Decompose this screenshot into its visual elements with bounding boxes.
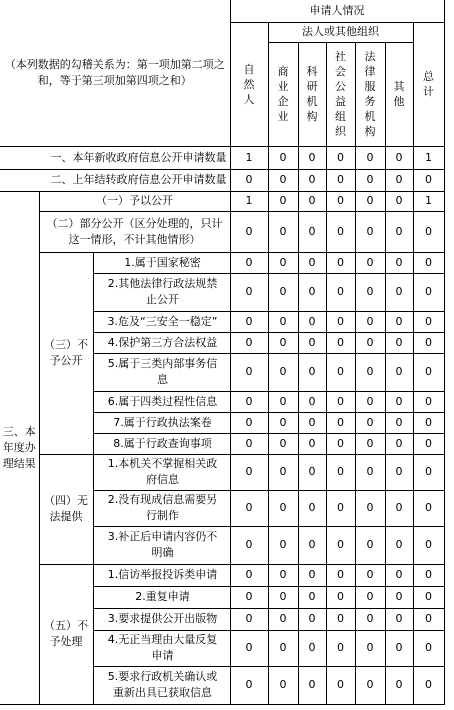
group-not-disclosed — [39, 252, 93, 454]
group-not-processed-item-value: 0 — [413, 630, 444, 666]
group-not-disclosed-item-value: 0 — [385, 332, 413, 353]
group-not-disclosed-item-value: 0 — [268, 353, 298, 391]
row-new-applications-value: 0 — [268, 146, 298, 169]
group-not-disclosed-item-value: 0 — [230, 252, 268, 273]
group-not-disclosed-item-value: 0 — [413, 332, 444, 353]
group-not-processed-item-value: 0 — [268, 564, 298, 586]
col-research — [298, 42, 326, 146]
group-cannot-provide-label: （四）无法提供 — [44, 494, 88, 523]
group-not-disclosed-item-value: 0 — [298, 391, 326, 412]
list-item: 5.属于三类内部事务信息 — [93, 353, 230, 391]
group-not-disclosed-item-value: 0 — [268, 391, 298, 412]
group-not-disclosed-item-value: 0 — [355, 433, 385, 454]
group-not-processed-item-value: 0 — [298, 666, 326, 704]
header-note: （本列数据的勾稽关系为：第一项加第二项之和，等于第三项加第四项之和） — [4, 57, 225, 87]
group-not-disclosed-item-value: 0 — [326, 252, 355, 273]
group-not-disclosed-item-value: 0 — [298, 252, 326, 273]
group-not-processed-item-value: 0 — [413, 586, 444, 608]
row-carried-over-value: 0 — [326, 169, 355, 191]
group-cannot-provide-item-value: 0 — [230, 454, 268, 490]
table-row — [0, 169, 444, 191]
group-not-processed-item-value: 0 — [385, 608, 413, 630]
group-not-disclosed-item-value: 0 — [230, 311, 268, 332]
group-cannot-provide-item-value: 0 — [298, 490, 326, 526]
group-not-disclosed-item-value: 0 — [268, 412, 298, 433]
section-processing-results-label: 三、本年度办理结果 — [2, 424, 36, 470]
row-partially-disclosed-value: 0 — [413, 211, 444, 252]
group-not-processed-item-value: 0 — [355, 630, 385, 666]
group-cannot-provide-item-value: 0 — [326, 526, 355, 564]
group-not-disclosed-item-value: 0 — [413, 433, 444, 454]
list-item: 2.重复申请 — [93, 586, 230, 608]
group-not-processed-item-value: 0 — [355, 608, 385, 630]
section-processing-results — [0, 191, 39, 704]
group-cannot-provide-item-value: 0 — [298, 454, 326, 490]
group-not-processed-item-value: 0 — [230, 666, 268, 704]
col-total-label: 总计 — [423, 70, 435, 98]
group-cannot-provide-item-value: 0 — [268, 526, 298, 564]
group-cannot-provide-item-value: 0 — [413, 526, 444, 564]
group-not-processed-item-value: 0 — [385, 666, 413, 704]
col-natural-person-label: 自然人 — [243, 62, 255, 106]
row-partially-disclosed-value: 0 — [298, 211, 326, 252]
col-other-label: 其他 — [393, 80, 405, 108]
group-not-processed-label: （五）不予处理 — [44, 619, 88, 648]
group-not-disclosed-item-value: 0 — [355, 311, 385, 332]
group-not-disclosed-item-value: 0 — [385, 433, 413, 454]
col-legal-service-label: 法律服务机构 — [364, 50, 376, 138]
group-not-disclosed-item-value: 0 — [326, 311, 355, 332]
group-not-processed-item-value: 0 — [326, 630, 355, 666]
group-not-disclosed-item-value: 0 — [413, 311, 444, 332]
list-item: 3.补正后申请内容仍不明确 — [93, 526, 230, 564]
row-carried-over-value: 0 — [230, 169, 268, 191]
group-not-processed-item-value: 0 — [326, 586, 355, 608]
group-not-disclosed-item-value: 0 — [385, 412, 413, 433]
group-not-disclosed-item-value: 0 — [230, 332, 268, 353]
group-not-disclosed-item-value: 0 — [326, 353, 355, 391]
list-item: 6.属于四类过程性信息 — [93, 391, 230, 412]
group-not-processed-item-value: 0 — [413, 608, 444, 630]
group-not-disclosed-item-value: 0 — [326, 332, 355, 353]
group-not-disclosed-item-value: 0 — [413, 391, 444, 412]
row-disclosed-value: 0 — [355, 191, 385, 211]
group-not-processed-item-value: 0 — [298, 630, 326, 666]
row-partially-disclosed-value: 0 — [355, 211, 385, 252]
group-not-processed-item-value: 0 — [230, 564, 268, 586]
group-not-disclosed-item-value: 0 — [355, 391, 385, 412]
group-not-disclosed-item-value: 0 — [385, 311, 413, 332]
group-not-disclosed-item-value: 0 — [385, 252, 413, 273]
group-not-disclosed-item-value: 0 — [268, 332, 298, 353]
group-not-disclosed-item-value: 0 — [413, 412, 444, 433]
group-not-processed-item-value: 0 — [413, 666, 444, 704]
group-cannot-provide-item-value: 0 — [385, 526, 413, 564]
row-carried-over-value: 0 — [355, 169, 385, 191]
group-cannot-provide-item-value: 0 — [385, 454, 413, 490]
group-not-processed-item-value: 0 — [230, 630, 268, 666]
group-not-processed-item-value: 0 — [326, 564, 355, 586]
group-cannot-provide-item-value: 0 — [298, 526, 326, 564]
group-cannot-provide-item-value: 0 — [326, 454, 355, 490]
row-disclosed-value: 0 — [298, 191, 326, 211]
table-row — [0, 191, 444, 211]
row-disclosed-label: （一）予以公开 — [39, 191, 230, 211]
group-not-disclosed-item-value: 0 — [230, 412, 268, 433]
group-not-processed-item-value: 0 — [385, 564, 413, 586]
group-cannot-provide-item-value: 0 — [355, 490, 385, 526]
group-not-disclosed-item-value: 0 — [413, 273, 444, 311]
row-carried-over-label: 二、上年结转政府信息公开申请数量 — [0, 169, 230, 191]
row-new-applications-value: 0 — [355, 146, 385, 169]
group-not-disclosed-item-value: 0 — [268, 311, 298, 332]
group-not-disclosed-item-value: 0 — [413, 353, 444, 391]
list-item: 3.要求提供公开出版物 — [93, 608, 230, 630]
row-partially-disclosed-value: 0 — [230, 211, 268, 252]
row-new-applications-value: 0 — [385, 146, 413, 169]
group-not-disclosed-item-value: 0 — [230, 391, 268, 412]
row-carried-over-value: 0 — [268, 169, 298, 191]
row-disclosed-value: 1 — [230, 191, 268, 211]
table-row — [0, 146, 444, 169]
group-not-disclosed-item-value: 0 — [230, 433, 268, 454]
group-not-disclosed-item-value: 0 — [385, 353, 413, 391]
group-not-disclosed-item-value: 0 — [230, 353, 268, 391]
list-item: 2.没有现成信息需要另行制作 — [93, 490, 230, 526]
header-note-cell — [0, 0, 230, 146]
group-not-processed-item-value: 0 — [268, 630, 298, 666]
group-not-disclosed-item-value: 0 — [230, 273, 268, 311]
group-not-disclosed-item-value: 0 — [298, 273, 326, 311]
table-row — [0, 252, 444, 273]
group-cannot-provide-item-value: 0 — [385, 490, 413, 526]
group-not-disclosed-item-value: 0 — [298, 433, 326, 454]
group-not-disclosed-item-value: 0 — [355, 273, 385, 311]
group-not-processed-item-value: 0 — [298, 586, 326, 608]
row-new-applications-value: 1 — [413, 146, 444, 169]
group-cannot-provide-item-value: 0 — [355, 454, 385, 490]
list-item: 1.本机关不掌握相关政府信息 — [93, 454, 230, 490]
list-item: 7.属于行政执法案卷 — [93, 412, 230, 433]
col-business — [268, 42, 298, 146]
group-cannot-provide-item-value: 0 — [268, 490, 298, 526]
group-not-disclosed-item-value: 0 — [355, 412, 385, 433]
group-cannot-provide-item-value: 0 — [413, 454, 444, 490]
group-not-disclosed-item-value: 0 — [268, 273, 298, 311]
row-new-applications-value: 0 — [326, 146, 355, 169]
group-cannot-provide-item-value: 0 — [326, 490, 355, 526]
applicant-status-header: 申请人情况 — [230, 0, 444, 22]
group-not-disclosed-item-value: 0 — [298, 412, 326, 433]
table-row — [0, 211, 444, 252]
row-carried-over-value: 0 — [385, 169, 413, 191]
list-item: 4.无正当理由大量反复申请 — [93, 630, 230, 666]
group-cannot-provide-item-value: 0 — [355, 526, 385, 564]
col-social-welfare — [326, 42, 355, 146]
group-not-processed-item-value: 0 — [385, 586, 413, 608]
col-legal-service — [355, 42, 385, 146]
group-not-disclosed-item-value: 0 — [298, 332, 326, 353]
group-not-processed-item-value: 0 — [355, 564, 385, 586]
list-item: 2.其他法律行政法规禁止公开 — [93, 273, 230, 311]
group-cannot-provide — [39, 454, 93, 564]
group-not-disclosed-item-value: 0 — [355, 252, 385, 273]
group-not-processed-item-value: 0 — [268, 608, 298, 630]
group-not-processed-item-value: 0 — [326, 666, 355, 704]
group-not-disclosed-item-value: 0 — [385, 273, 413, 311]
group-not-disclosed-item-value: 0 — [326, 391, 355, 412]
group-cannot-provide-item-value: 0 — [268, 454, 298, 490]
group-not-processed-item-value: 0 — [298, 564, 326, 586]
row-disclosed-value: 1 — [413, 191, 444, 211]
list-item: 1.属于国家秘密 — [93, 252, 230, 273]
group-cannot-provide-item-value: 0 — [413, 490, 444, 526]
group-not-processed-item-value: 0 — [326, 608, 355, 630]
group-not-processed-item-value: 0 — [385, 630, 413, 666]
group-not-disclosed-item-value: 0 — [326, 433, 355, 454]
col-business-label: 商业企业 — [277, 65, 289, 123]
col-other — [385, 42, 413, 146]
group-cannot-provide-item-value: 0 — [230, 526, 268, 564]
group-not-processed-item-value: 0 — [268, 586, 298, 608]
group-not-processed-item-value: 0 — [413, 564, 444, 586]
row-new-applications-value: 0 — [298, 146, 326, 169]
group-not-processed — [39, 564, 93, 704]
group-not-processed-item-value: 0 — [355, 586, 385, 608]
row-partially-disclosed-value: 0 — [385, 211, 413, 252]
col-research-label: 科研机构 — [306, 65, 318, 123]
row-partially-disclosed-value: 0 — [326, 211, 355, 252]
group-not-disclosed-item-value: 0 — [355, 353, 385, 391]
table-row — [0, 454, 444, 490]
group-not-disclosed-item-value: 0 — [298, 311, 326, 332]
list-item: 5.要求行政机关确认或重新出具已获取信息 — [93, 666, 230, 704]
row-carried-over-value: 0 — [298, 169, 326, 191]
group-not-disclosed-item-value: 0 — [268, 252, 298, 273]
group-not-disclosed-item-value: 0 — [268, 433, 298, 454]
col-social-welfare-label: 社会公益组织 — [335, 50, 346, 138]
group-not-disclosed-item-value: 0 — [385, 391, 413, 412]
group-not-disclosed-item-value: 0 — [413, 252, 444, 273]
list-item: 1.信访举报投诉类申请 — [93, 564, 230, 586]
group-not-processed-item-value: 0 — [298, 608, 326, 630]
group-not-disclosed-item-value: 0 — [355, 332, 385, 353]
row-new-applications-label: 一、本年新收政府信息公开申请数量 — [0, 146, 230, 169]
row-partially-disclosed-label: （二）部分公开（区分处理的，只计这一情形，不计其他情形） — [39, 211, 230, 252]
row-partially-disclosed-value: 0 — [268, 211, 298, 252]
col-total — [413, 22, 444, 146]
legal-or-other-header: 法人或其他组织 — [268, 22, 413, 42]
group-not-processed-item-value: 0 — [268, 666, 298, 704]
group-not-processed-item-value: 0 — [230, 608, 268, 630]
row-disclosed-value: 0 — [385, 191, 413, 211]
table-row — [0, 564, 444, 586]
group-not-disclosed-item-value: 0 — [326, 273, 355, 311]
col-natural-person — [230, 22, 268, 146]
group-not-disclosed-item-value: 0 — [326, 412, 355, 433]
group-not-disclosed-item-value: 0 — [298, 353, 326, 391]
row-carried-over-value: 0 — [413, 169, 444, 191]
group-cannot-provide-item-value: 0 — [230, 490, 268, 526]
list-item: 4.保护第三方合法权益 — [93, 332, 230, 353]
list-item: 3.危及“三安全一稳定” — [93, 311, 230, 332]
list-item: 8.属于行政查询事项 — [93, 433, 230, 454]
row-disclosed-value: 0 — [326, 191, 355, 211]
group-not-disclosed-label: （三）不予公开 — [44, 338, 88, 367]
group-not-processed-item-value: 0 — [230, 586, 268, 608]
group-not-processed-item-value: 0 — [355, 666, 385, 704]
row-disclosed-value: 0 — [268, 191, 298, 211]
row-new-applications-value: 1 — [230, 146, 268, 169]
